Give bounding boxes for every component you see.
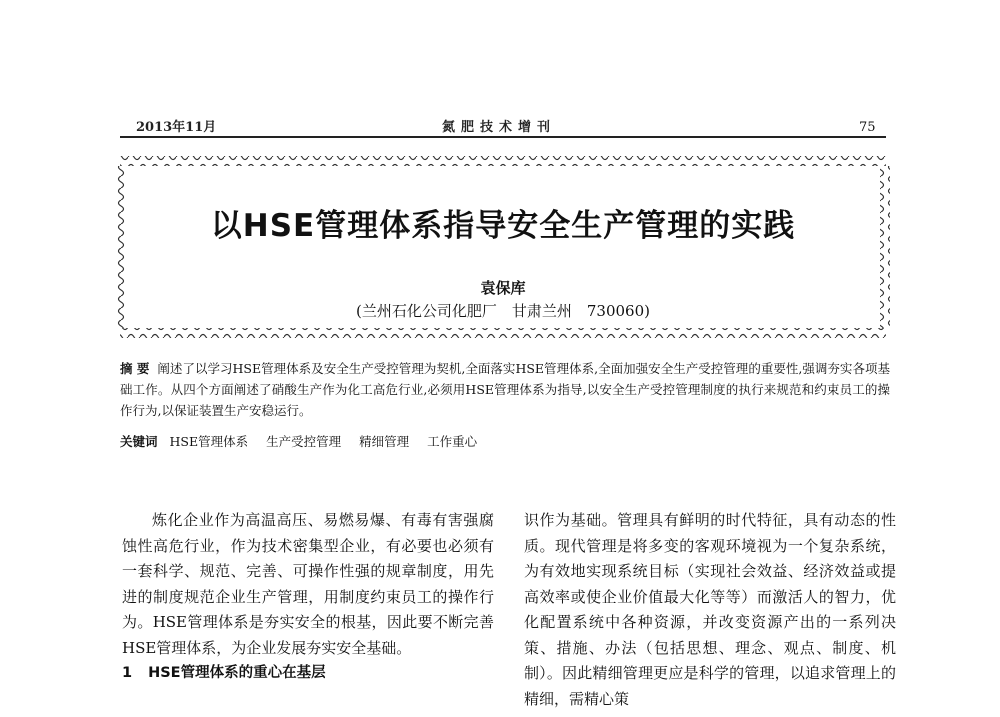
abstract-text: 阐述了以学习HSE管理体系及安全生产受控管理为契机,全面落实HSE管理体系,全面加强安全生产受控管理的重要性,强调夯实各项基础工作。从四个方面阐述了硝酸生产作为化工高危行业,必须用HSE管理体系为指导,以安全生产受控管理制度的执行来规范和约束员工的操作行为,以保证装置生产安稳运行。 (120, 361, 890, 418)
section-title: HSE管理体系的重心在基层 (148, 665, 326, 681)
article-author: 袁保库 (480, 279, 526, 297)
keyword-item: 精细管理 (359, 434, 410, 449)
body-paragraph: 炼化企业作为高温高压、易燃易爆、有毒有害强腐蚀性高危行业，作为技术密集型企业，有必要也必须有一套科学、规范、完善、可操作性强的规章制度，用先进的制度规范企业生产管理，用制度约束员工的操作行为。HSE管理体系是夯实安全的根基，因此要不断完善HSE管理体系，为企业发展夯实安全基础。 (122, 511, 494, 657)
article-affiliation: (兰州石化公司化肥厂 甘肃兰州 730060) (356, 302, 650, 320)
frame-bottom-border (120, 328, 886, 338)
header-journal-name: 氮肥技术增刊 (442, 120, 557, 135)
header-page-number: 75 (859, 120, 876, 135)
section-heading (122, 661, 494, 687)
header-date: 2013年11月 (136, 120, 217, 135)
article-title: 以HSE管理体系指导安全生产管理的实践 (210, 208, 796, 244)
keywords (120, 432, 491, 450)
keyword-item: HSE管理体系 (169, 434, 249, 449)
body-column-right (524, 508, 896, 712)
body-paragraph: 识作为基础。管理具有鲜明的时代特征，具有动态的性质。现代管理是将多变的客观环境视为一个复杂系统，为有效地实现系统目标（实现社会效益、经济效益或提高效率或使企业价值最大化等等）而激活人的智力，优化配置系统中各种资源，并改变资源产出的一系列决策、措施、办法（包括思想、理念、观点、制度、机制）。因此精细管理更应是科学的管理，以追求管理上的精细，需精心策 (524, 511, 896, 708)
keyword-item: 生产受控管理 (266, 434, 342, 449)
header-rule (120, 136, 886, 138)
section-number: 1 (122, 665, 133, 681)
keyword-item: 工作重心 (427, 434, 478, 449)
body-column-left (122, 508, 494, 687)
keywords-label: 关键词 (120, 434, 158, 449)
frame-top-border (120, 156, 886, 166)
abstract (120, 358, 890, 421)
abstract-label: 摘 要 (120, 361, 150, 376)
